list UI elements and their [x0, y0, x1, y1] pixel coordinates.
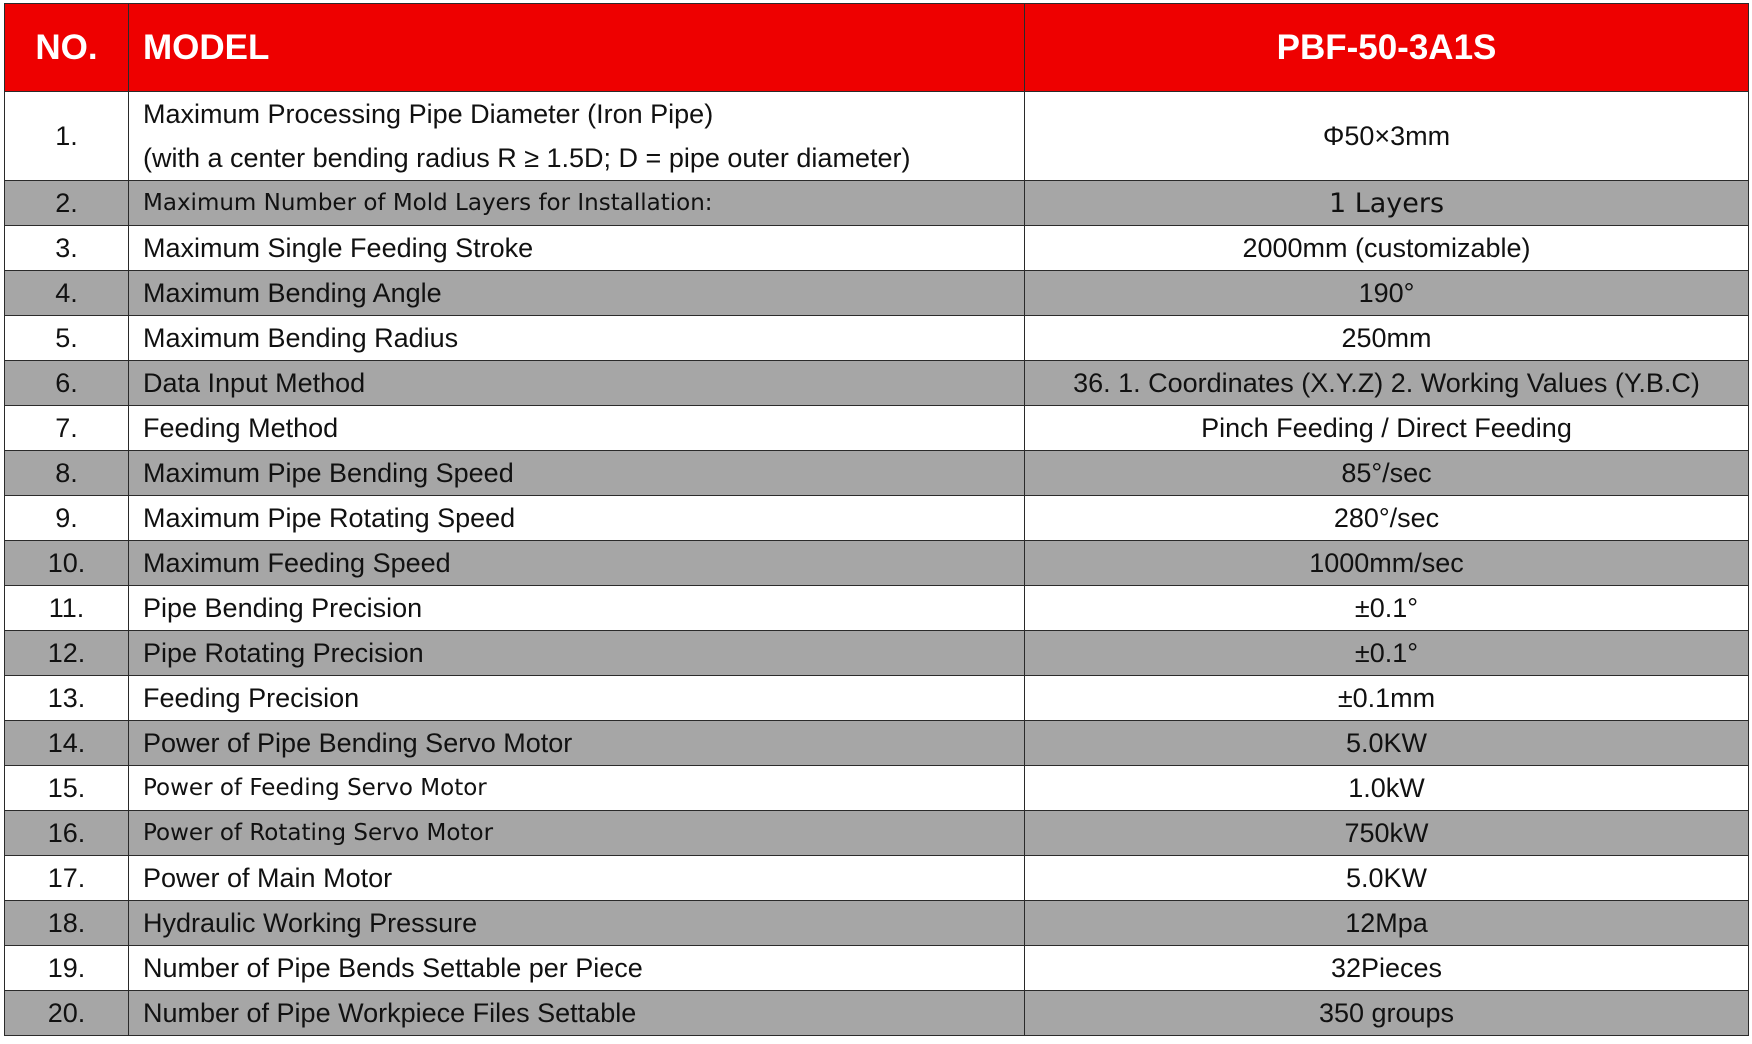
- row-parameter: [129, 181, 1025, 226]
- row-parameter: [129, 451, 1025, 496]
- row-parameter: [129, 496, 1025, 541]
- row-parameter: [129, 316, 1025, 361]
- row-parameter: [129, 92, 1025, 181]
- row-number: 1.: [5, 92, 129, 181]
- parameter-line: Feeding Method: [143, 413, 339, 443]
- parameter-line: Maximum Processing Pipe Diameter (Iron Pipe): [143, 99, 714, 129]
- table-body: [5, 92, 1749, 1036]
- header-model-value: PBF-50-3A1S: [1025, 4, 1749, 92]
- table-row: [5, 811, 1749, 856]
- table-row: [5, 586, 1749, 631]
- row-number: 2.: [5, 181, 129, 226]
- header-no: NO.: [5, 4, 129, 92]
- table-row: [5, 676, 1749, 721]
- row-parameter: [129, 721, 1025, 766]
- row-parameter: [129, 901, 1025, 946]
- parameter-line: Number of Pipe Workpiece Files Settable: [143, 998, 637, 1028]
- row-value: 12Mpa: [1025, 901, 1749, 946]
- row-number: 16.: [5, 811, 129, 856]
- table-row: [5, 991, 1749, 1036]
- row-parameter: [129, 991, 1025, 1036]
- row-number: 15.: [5, 766, 129, 811]
- row-value: 5.0KW: [1025, 856, 1749, 901]
- table-row: [5, 631, 1749, 676]
- row-value: ±0.1°: [1025, 586, 1749, 631]
- row-value: 1.0kW: [1025, 766, 1749, 811]
- row-number: 13.: [5, 676, 129, 721]
- parameter-line: Power of Feeding Servo Motor: [143, 775, 487, 801]
- table-row: [5, 856, 1749, 901]
- parameter-line: Power of Main Motor: [143, 863, 393, 893]
- row-parameter: [129, 766, 1025, 811]
- row-parameter: [129, 226, 1025, 271]
- row-number: 6.: [5, 361, 129, 406]
- row-number: 7.: [5, 406, 129, 451]
- row-number: 5.: [5, 316, 129, 361]
- row-number: 9.: [5, 496, 129, 541]
- row-number: 18.: [5, 901, 129, 946]
- table-row: [5, 496, 1749, 541]
- row-parameter: [129, 586, 1025, 631]
- parameter-line: Power of Rotating Servo Motor: [143, 820, 494, 846]
- row-value: ±0.1mm: [1025, 676, 1749, 721]
- row-value: 32Pieces: [1025, 946, 1749, 991]
- row-value: 280°/sec: [1025, 496, 1749, 541]
- parameter-line: Hydraulic Working Pressure: [143, 908, 478, 938]
- row-parameter: [129, 676, 1025, 721]
- header-row: [5, 4, 1749, 92]
- parameter-line: Feeding Precision: [143, 683, 360, 713]
- row-parameter: [129, 946, 1025, 991]
- parameter-line: Maximum Number of Mold Layers for Installation:: [143, 190, 713, 216]
- table-row: [5, 901, 1749, 946]
- row-number: 8.: [5, 451, 129, 496]
- table-row: [5, 271, 1749, 316]
- row-parameter: [129, 811, 1025, 856]
- spec-table: [4, 3, 1749, 1036]
- row-value: 190°: [1025, 271, 1749, 316]
- table-row: [5, 721, 1749, 766]
- table-row: [5, 541, 1749, 586]
- row-value: 250mm: [1025, 316, 1749, 361]
- parameter-line: Power of Pipe Bending Servo Motor: [143, 728, 573, 758]
- table-row: [5, 181, 1749, 226]
- table-row: [5, 92, 1749, 181]
- row-number: 14.: [5, 721, 129, 766]
- row-number: 3.: [5, 226, 129, 271]
- parameter-line: Maximum Bending Angle: [143, 278, 442, 308]
- row-value: 2000mm (customizable): [1025, 226, 1749, 271]
- row-number: 4.: [5, 271, 129, 316]
- row-value: 1 Layers: [1025, 181, 1749, 226]
- table-row: [5, 766, 1749, 811]
- table-header: [5, 4, 1749, 92]
- row-value: Pinch Feeding / Direct Feeding: [1025, 406, 1749, 451]
- row-parameter: [129, 856, 1025, 901]
- table-row: [5, 946, 1749, 991]
- row-number: 12.: [5, 631, 129, 676]
- parameter-line: Maximum Single Feeding Stroke: [143, 233, 534, 263]
- parameter-line: Pipe Bending Precision: [143, 593, 423, 623]
- parameter-line: Maximum Pipe Bending Speed: [143, 458, 514, 488]
- parameter-line: Maximum Bending Radius: [143, 323, 459, 353]
- row-number: 10.: [5, 541, 129, 586]
- row-parameter: [129, 271, 1025, 316]
- table-row: [5, 316, 1749, 361]
- row-number: 11.: [5, 586, 129, 631]
- row-parameter: [129, 361, 1025, 406]
- row-value: 1000mm/sec: [1025, 541, 1749, 586]
- row-value: 36. 1. Coordinates (X.Y.Z) 2. Working Values (Y.B.C): [1025, 361, 1749, 406]
- row-value: ±0.1°: [1025, 631, 1749, 676]
- table-row: [5, 361, 1749, 406]
- row-parameter: [129, 541, 1025, 586]
- parameter-line: Maximum Pipe Rotating Speed: [143, 503, 516, 533]
- row-value: 350 groups: [1025, 991, 1749, 1036]
- header-model: MODEL: [129, 4, 1025, 92]
- row-parameter: [129, 406, 1025, 451]
- table-row: [5, 406, 1749, 451]
- row-number: 19.: [5, 946, 129, 991]
- row-value: 5.0KW: [1025, 721, 1749, 766]
- row-value: 750kW: [1025, 811, 1749, 856]
- row-number: 17.: [5, 856, 129, 901]
- row-number: 20.: [5, 991, 129, 1036]
- table-row: [5, 226, 1749, 271]
- parameter-line: (with a center bending radius R ≥ 1.5D; D = pipe outer diameter): [143, 143, 911, 173]
- parameter-line: Maximum Feeding Speed: [143, 548, 451, 578]
- parameter-line: Pipe Rotating Precision: [143, 638, 424, 668]
- row-value: 85°/sec: [1025, 451, 1749, 496]
- table-row: [5, 451, 1749, 496]
- row-parameter: [129, 631, 1025, 676]
- parameter-line: Data Input Method: [143, 368, 366, 398]
- row-value: Φ50×3mm: [1025, 92, 1749, 181]
- parameter-line: Number of Pipe Bends Settable per Piece: [143, 953, 643, 983]
